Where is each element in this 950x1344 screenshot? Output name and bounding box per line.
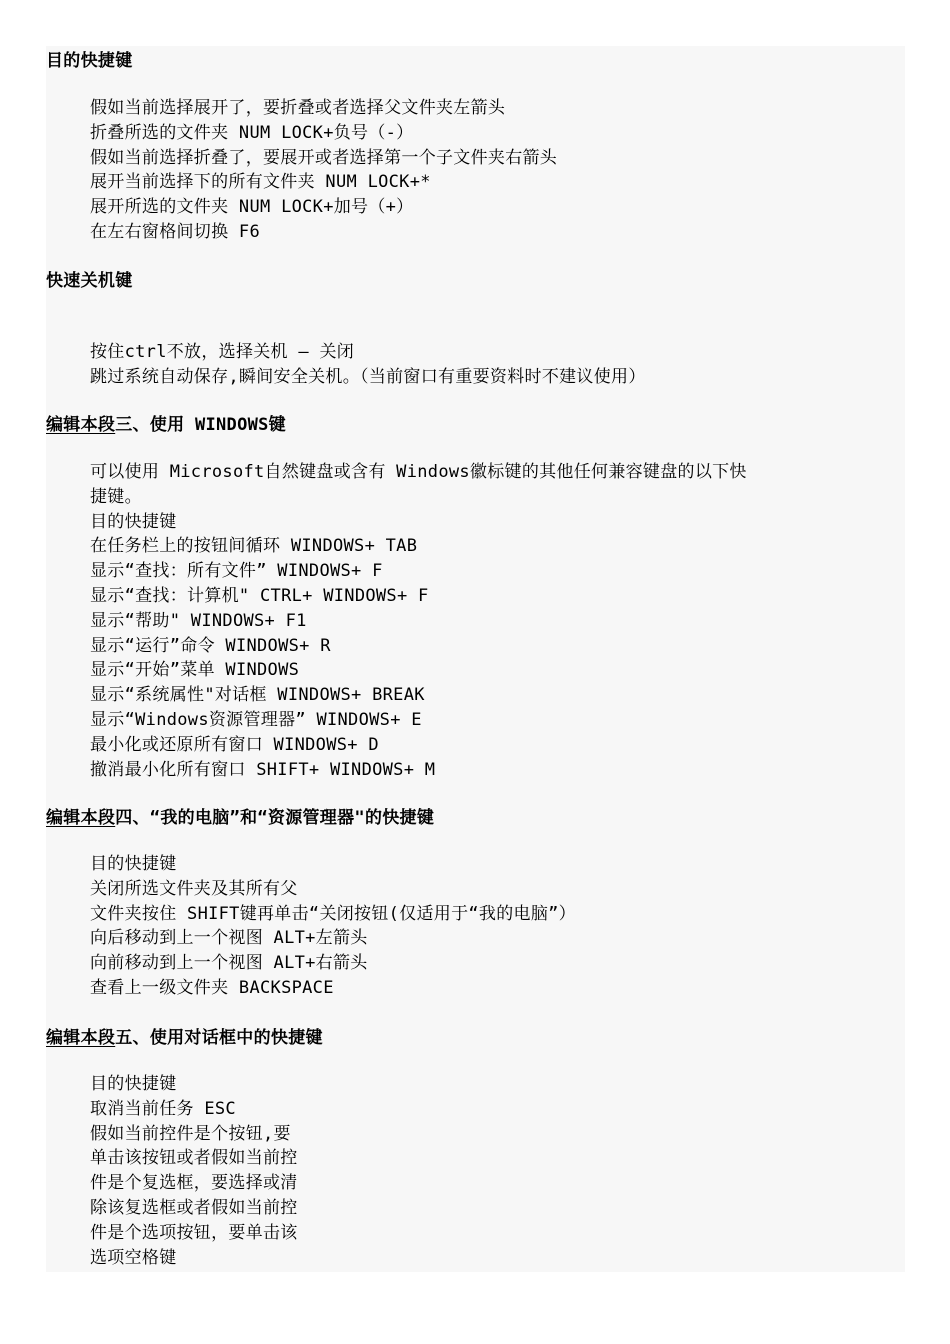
text-line: 单击该按钮或者假如当前控 <box>90 1148 298 1169</box>
text-line: 件是个复选框，要选择或清 <box>90 1173 298 1194</box>
text-line: 向后移动到上一个视图 ALT+左箭头 <box>90 928 368 949</box>
text-line: 在任务栏上的按钮间循环 WINDOWS+ TAB <box>90 536 418 557</box>
text-line: 可以使用 Microsoft自然键盘或含有 Windows徽标键的其他任何兼容键盘的以下快 <box>90 462 747 482</box>
text-line: 选项空格键 <box>90 1247 177 1268</box>
text-line: 显示“查找：计算机" CTRL+ WINDOWS+ F <box>90 585 429 606</box>
text-line: 除该复选框或者假如当前控 <box>90 1197 298 1218</box>
text-line: 显示“系统属性"对话框 WINDOWS+ BREAK <box>90 685 425 706</box>
text-line: 假如当前选择展开了，要折叠或者选择父文件夹左箭头 <box>90 98 506 118</box>
text-line: 展开所选的文件夹 NUM LOCK+加号（+） <box>90 197 414 218</box>
text-line: 显示“Windows资源管理器” WINDOWS+ E <box>90 709 422 730</box>
section-body <box>90 460 890 782</box>
text-line: 件是个选项按钮，要单击该 <box>90 1222 298 1243</box>
text-line: 跳过系统自动保存,瞬间安全关机。（当前窗口有重要资料时不建议使用） <box>90 366 646 387</box>
text-line: 最小化或还原所有窗口 WINDOWS+ D <box>90 734 379 755</box>
heading-text: 四、“我的电脑”和“资源管理器"的快捷键 <box>115 808 435 828</box>
heading-text: 五、使用对话框中的快捷键 <box>115 1028 323 1048</box>
heading-text: 快速关机键 <box>46 271 133 291</box>
text-line: 展开当前选择下的所有文件夹 NUM LOCK+* <box>90 172 431 193</box>
text-line: 在左右窗格间切换 F6 <box>90 221 261 242</box>
section-body <box>90 852 890 1001</box>
edit-section-link[interactable]: 编辑本段 <box>46 415 116 435</box>
text-line: 关闭所选文件夹及其所有父 <box>90 878 298 899</box>
text-line: 目的快捷键 <box>90 854 177 874</box>
section-heading <box>46 1028 323 1048</box>
text-line: 显示“帮助" WINDOWS+ F1 <box>90 610 307 631</box>
text-line: 查看上一级文件夹 BACKSPACE <box>90 977 334 998</box>
section-body <box>90 96 890 245</box>
section-heading <box>46 51 133 71</box>
document-page <box>46 46 905 1272</box>
text-line: 捷键。 <box>90 486 142 507</box>
text-line: 折叠所选的文件夹 NUM LOCK+负号（-） <box>90 122 414 143</box>
section-heading <box>46 808 434 828</box>
section-body <box>90 340 890 390</box>
text-line: 显示“查找：所有文件” WINDOWS+ F <box>90 561 383 582</box>
edit-section-link[interactable]: 编辑本段 <box>46 808 116 828</box>
text-line: 显示“开始”菜单 WINDOWS <box>90 660 300 681</box>
text-line: 向前移动到上一个视图 ALT+右箭头 <box>90 953 368 974</box>
text-line: 假如当前控件是个按钮,要 <box>90 1123 291 1144</box>
text-line: 假如当前选择折叠了，要展开或者选择第一个子文件夹右箭头 <box>90 147 558 168</box>
section-heading <box>46 415 286 435</box>
edit-section-link[interactable]: 编辑本段 <box>46 1028 116 1048</box>
text-line: 目的快捷键 <box>90 511 177 532</box>
heading-text: 三、使用 WINDOWS键 <box>115 415 286 435</box>
section-body <box>90 1072 890 1270</box>
section-heading <box>46 271 133 291</box>
text-line: 撤消最小化所有窗口 SHIFT+ WINDOWS+ M <box>90 759 436 780</box>
text-line: 目的快捷键 <box>90 1074 177 1094</box>
heading-text: 目的快捷键 <box>46 51 133 71</box>
text-line: 按住ctrl不放，选择关机 — 关闭 <box>90 342 355 362</box>
text-line: 文件夹按住 SHIFT键再单击“关闭按钮(仅适用于“我的电脑”） <box>90 903 576 924</box>
text-line: 取消当前任务 ESC <box>90 1098 236 1119</box>
text-line: 显示“运行”命令 WINDOWS+ R <box>90 635 331 656</box>
